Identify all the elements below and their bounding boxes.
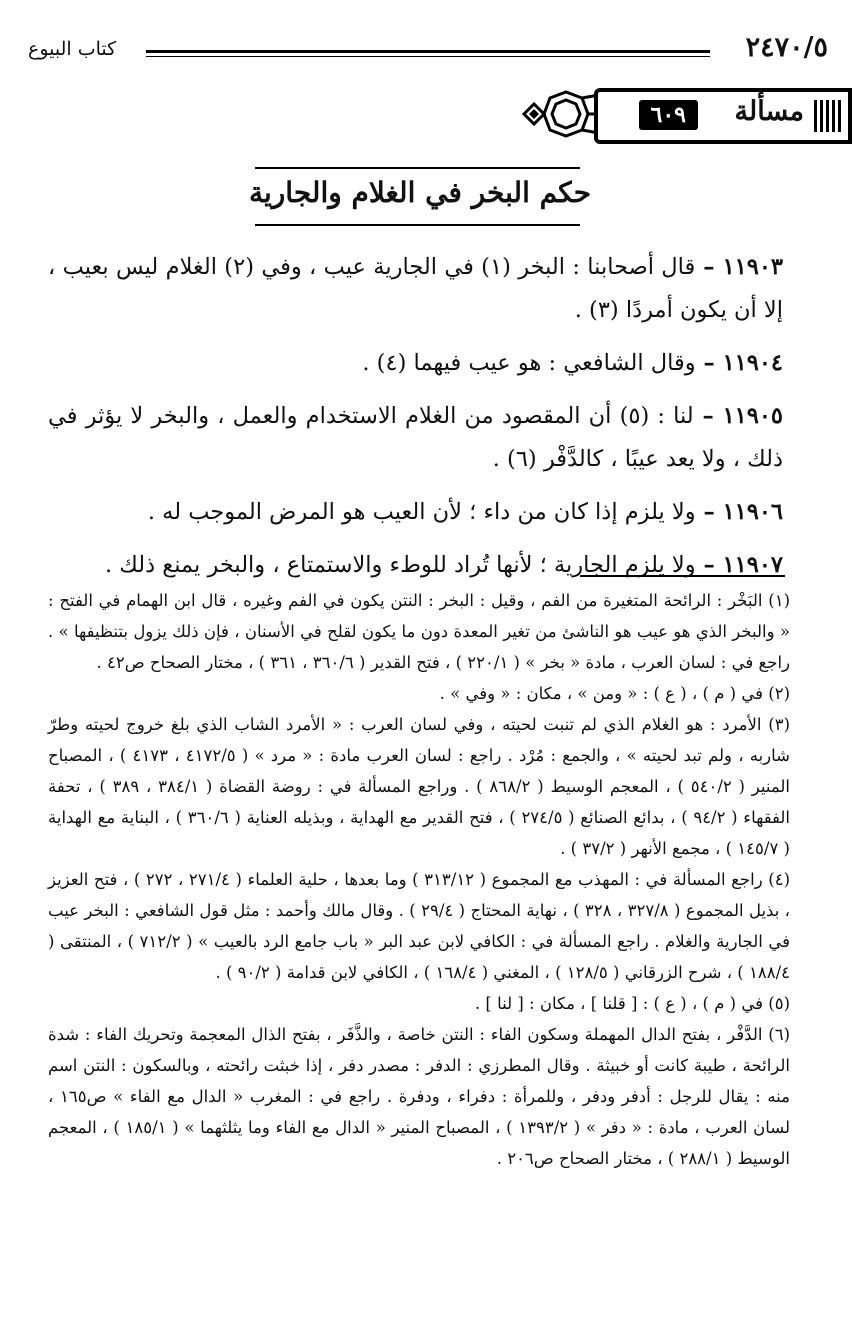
issue-paragraph [48,246,783,332]
footnote: (١) البَخْر : الرائحة المتغيرة من الفم ، وقيل : البخر : النتن يكون في الفم وغيره ، قال ابن الهمام في الفتح : « والبخر الذي هو عيب هو الناشئ من تغير المعدة دون ما يكون لقلح في الأسنان ، فإن ذلك يزول بتنظيفها » . راجع في : لسان العرب ، مادة « بخر » ( ٢٢٠/١ ) ، فتح القدير ( ٣٦٠/٦ ، ٣٦١ ) ، مختار الصحاح ص٤٢ . [48,591,790,672]
footnote: (٥) في ( م ) ، ( ع ) : [ قلنا ] ، مكان : [ لنا ] . [474,994,790,1013]
issue-paragraph [48,544,783,587]
footnote-rule [580,575,785,577]
page-number: ٢٤٧٠/٥ [745,32,828,63]
issue-text: قال أصحابنا : البخر (١) في الجارية عيب ، وفي (٢) الغلام ليس بعيب ، إلا أن يكون أمردًا (٣) . [48,254,783,323]
issue-number: ١١٩٠٦ – [695,499,783,525]
issue-number: ١١٩٠٥ – [693,403,783,429]
book-title: كتاب البيوع [28,38,117,60]
question-label-box [594,88,852,144]
question-number: ٦٠٩ [639,100,698,130]
title-rule-top [255,167,580,169]
issue-number: ١١٩٠٣ – [695,254,784,280]
question-label: مسألة [734,96,804,127]
issue-paragraph [48,395,783,481]
issue-number: ١١٩٠٤ – [695,350,783,376]
footnote: (٣) الأمرد : هو الغلام الذي لم تنبت لحيته ، وفي لسان العرب : « الأمرد الشاب الذي بلغ خروج لحيته وطرّ شاربه ، ولم تبد لحيته » ، والجمع : مُرْد . راجع : لسان العرب مادة : « مرد » ( ٤١٧٢/٥ ، ٤١٧٣ ) ، المصباح المنير ( ٥٤٠/٢ ) ، المعجم الوسيط ( ٨٦٨/٢ ) . وراجع المسألة في : روضة القضاة ( ٣٨٤/١ ، ٣٨٩ ) ، تحفة الفقهاء ( ٩٤/٢ ) ، بدائع الصنائع ( ٢٧٤/٥ ) ، فتح القدير مع الهداية ، وبذيله العناية ( ٣٦٠/٦ ) ، البناية مع الهداية ( ١٤٥/٧ ) ، مجمع الأنهر ( ٣٧/٢ ) . [48,715,791,858]
main-text [48,246,783,587]
footnotes [48,585,790,1174]
issue-text: ولا يلزم إذا كان من داء ؛ لأن العيب هو المرض الموجب له . [147,499,696,525]
header-rule [146,50,710,57]
section-title: حكم البخر في الغلام والجارية [248,176,592,209]
title-rule-bottom [255,224,580,226]
issue-text: لنا : (٥) أن المقصود من الغلام الاستخدام والعمل ، والبخر لا يؤثر في ذلك ، ولا يعد عيبًا ، كالدَّفْر (٦) . [48,403,783,472]
footnote: (٢) في ( م ) ، ( ع ) : « ومن » ، مكان : « وفي » . [439,684,790,703]
question-banner [520,88,852,140]
issue-paragraph [48,491,783,534]
issue-number: ١١٩٠٧ – [695,552,783,578]
issue-text: وقال الشافعي : هو عيب فيهما (٤) . [362,350,696,376]
issue-paragraph [48,342,783,385]
banner-ticks [814,100,842,132]
footnote: (٤) راجع المسألة في : المهذب مع المجموع ( ٣١٣/١٢ ) وما بعدها ، حلية العلماء ( ٢٧١/٤ ، ٢٧٢ ) ، فتح العزيز ، بذيل المجموع ( ٣٢٧/٨ ، ٣٢٨ ) ، نهاية المحتاج ( ٢٩/٤ ) . وقال مالك وأحمد : مثل قول الشافعي : البخر عيب في الجارية والغلام . راجع المسألة في : الكافي لابن عبد البر « باب جامع الرد بالعيب » ( ٧١٢/٢ ) ، المنتقى ( ١٨٨/٤ ) ، شرح الزرقاني ( ١٢٨/٥ ) ، المغني ( ١٦٨/٤ ) ، الكافي لابن قدامة ( ٩٠/٢ ) . [48,870,791,982]
issue-text: ولا يلزم الجارية ؛ لأنها تُراد للوطء والاستمتاع ، والبخر يمنع ذلك . [104,552,696,578]
running-header [28,30,828,70]
footnote: (٦) الدَّفْر ، بفتح الدال المهملة وسكون الفاء : النتن خاصة ، والذَّفَر ، بفتح الذال المعجمة وتحريك الفاء : شدة الرائحة ، طيبة كانت أو خبيثة . وقال المطرزي : الدفر : مصدر دفر ، إذا خبثت رائحته ، وبالسكون : النتن اسم منه : يقال للرجل : أدفر ودفر ، وللمرأة : دفراء ، ودفرة . راجع في : المغرب « الدال مع الفاء » ص١٦٥ ، لسان العرب ، مادة : « دفر » ( ١٣٩٣/٢ ) ، المصباح المنير « الدال مع الفاء وما يثلثهما » ( ١٨٥/١ ) ، المعجم الوسيط ( ٢٨٨/١ ) ، مختار الصحاح ص٢٠٦ . [48,1025,790,1168]
